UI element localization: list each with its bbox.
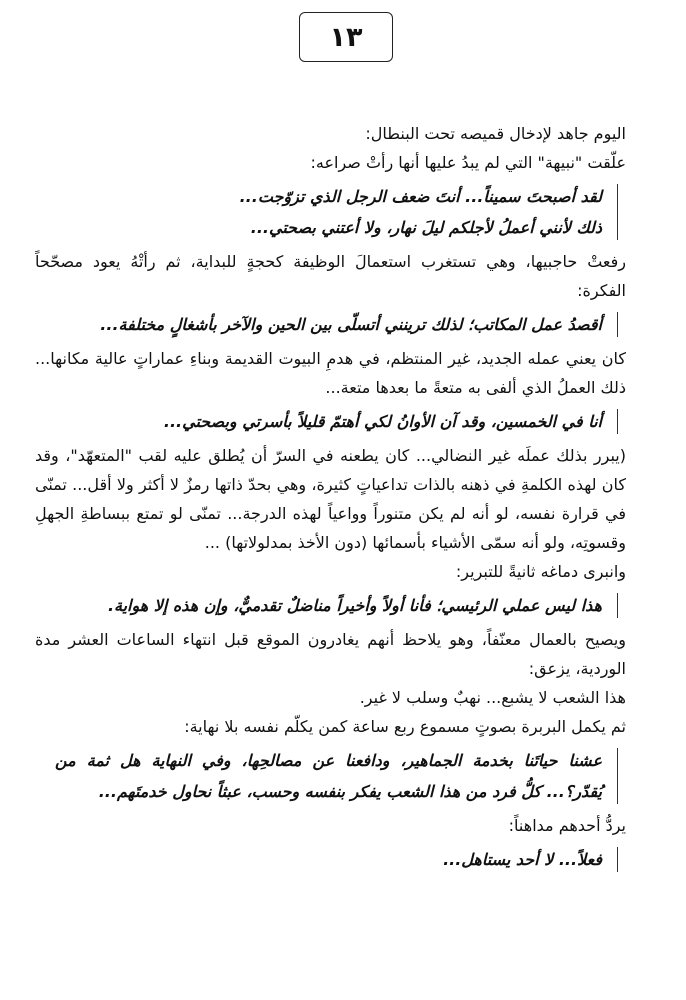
quote-line: فعلاً... لا أحد يستاهل... [443,850,602,869]
dialogue-quote [55,590,602,621]
paragraph: وانبرى دماغه ثانيةً للتبرير: [455,562,626,581]
dialogue-quote [55,406,602,437]
dialogue-quote [55,181,602,243]
paragraph: يردُّ أحدهم مداهناً: [508,816,626,835]
paragraph: رفعتْ حاجبيها، وهي تستغرب استعمالَ الوظيفة كحجةٍ للبداية، ثم رأتْهُ يعود مصحّحاً الفكرة: [35,252,626,300]
page-number: ١٣ [329,21,363,53]
quote-line: عشنا حياتَنا بخدمة الجماهير، ودافعنا عن مصالحِها، وفي النهاية هل ثمة من يُقدّر؟... كلُّ فرد من هذا الشعب يفكر بنفسه وحسب، عبثاً نحاول خدمتَهم... [55,751,602,801]
dialogue-quote [55,745,602,807]
quote-line: لقد أصبحتَ سميناً... أنتَ ضعف الرجل الذي تزوّجت... [239,187,602,206]
paragraph: كان يعني عمله الجديد، غير المنتظم، في هدمِ البيوت القديمة وبناءِ عماراتٍ عالية مكانها... ذلك العملُ الذي ألفى به متعةً ما بعدها متعة... [35,349,626,397]
paragraph: (يبرر بذلك عملَه غير النضالي... كان يطعنه في السرّ أن يُطلق عليه لقب "المتعهّد"، وقد كان لهذه الكلمةِ في ذهنه بالذات تداعياتٍ كثيرة، وهي بحدّ ذاتها رمزٌ لا أكثر ولا أقل... تمنّى في قرارة نفسه، لو أنه لم يكن متنوراً وواعياً لهذه الدرجة... تمنّى لو تمتع ببساطةِ الجهلِ وقسوتِه، ولو أنه سمّى الأشياء بأسمائها (دون الأخذ بمدلولاتها) ... [35,446,626,552]
quote-line: أقصدُ عمل المكاتب؛ لذلك ترينني أتسلّى بين الحين والآخر بأشغالٍ مختلفة... [100,315,602,334]
paragraph: علّقت "نبيهة" التي لم يبدُ عليها أنها رأتْ صراعه: [310,153,626,172]
paragraph: هذا الشعب لا يشبع... نهبٌ وسلب لا غير. [359,688,626,707]
quote-line: أنا في الخمسين، وقد آن الأوانُ لكي أهتمّ قليلاً بأسرتي وبصحتي... [163,412,602,431]
paragraph: ثم يكمل البربرة بصوتٍ مسموع ربع ساعة كمن يكلّم نفسه بلا نهاية: [184,717,626,736]
page-number-box [299,12,393,62]
paragraph: اليوم جاهد لإدخال قميصه تحت البنطال: [365,124,626,143]
dialogue-quote [55,844,602,875]
quote-line: ذلك لأنني أعملُ لأجلكم ليلَ نهار، ولا أعتني بصحتي... [250,218,602,237]
quote-line: هذا ليس عملي الرئيسي؛ فأنا أولاً وأخيراً مناضلٌ تقدميٌّ، وإن هذه إلا هواية. [107,596,602,615]
dialogue-quote [55,309,602,340]
page-body [35,119,626,879]
paragraph: ويصيح بالعمال معنّفاً، وهو يلاحظ أنهم يغادرون الموقع قبل انتهاء الساعات العشر مدة الوردية، يزعق: [35,630,626,678]
